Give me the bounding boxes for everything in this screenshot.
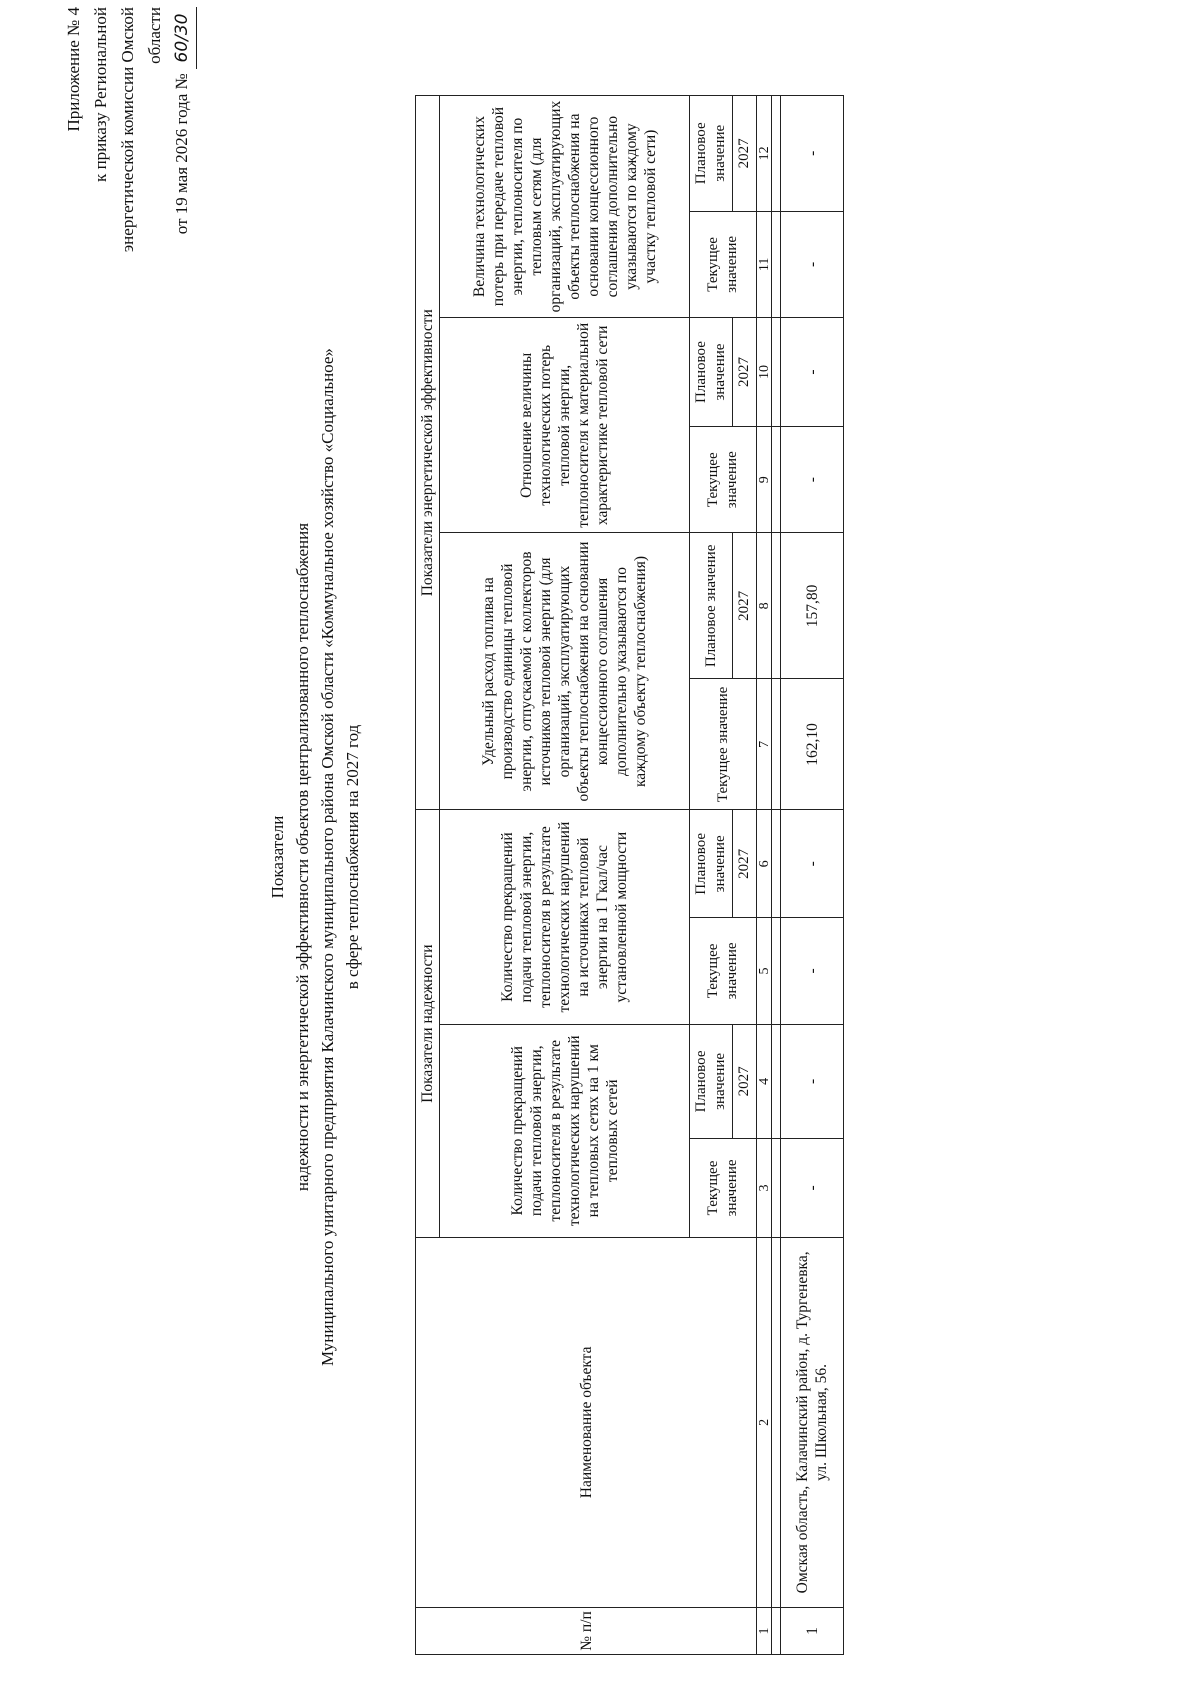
indicator-fuel-consumption: Удельный расход топлива на производство единицы тепловой энергии, отпускаемой с коллекторов источников тепловой энергии (для организаций, эксплуатирующих объекты теплоснабжения на основании концессионного соглашения дополнительно указываются по каждому объекту теплоснабжения) [440, 533, 690, 810]
column-number: 5 [757, 918, 772, 1025]
indicators-table [415, 95, 844, 1655]
column-number: 9 [757, 426, 772, 533]
current-value-header: Текущее значение [690, 679, 757, 810]
value-cell: - [781, 1024, 844, 1138]
value-cell: 162,10 [781, 679, 844, 810]
column-number: 11 [757, 211, 772, 318]
header-number: № п/п [416, 1607, 757, 1654]
column-number: 4 [757, 1024, 772, 1138]
object-name: Омская область, Калачинский район, д. Тургеневка, ул. Школьная, 56. [781, 1237, 844, 1607]
planned-year: 2027 [733, 810, 757, 918]
indicator-outages-sources: Количество прекращений подачи тепловой энергии, теплоносителя в результате технологических нарушений на источниках тепловой энергии на 1 Гкал/час установленной мощности [440, 810, 690, 1024]
spacer-row [772, 96, 781, 1655]
column-number: 6 [757, 810, 772, 918]
value-cell: - [781, 96, 844, 212]
column-number: 1 [757, 1607, 772, 1654]
planned-value-header: Плановое значение [690, 810, 733, 918]
table-row [781, 96, 844, 1655]
column-number: 10 [757, 318, 772, 427]
column-number: 8 [757, 533, 772, 679]
planned-value-header: Плановое значение [690, 1024, 733, 1138]
appendix-date: от 19 мая 2026 года № [172, 73, 191, 235]
appendix-line-4 [168, 7, 197, 267]
value-cell: - [781, 211, 844, 318]
appendix-line-1: Приложение № 4 [64, 7, 83, 132]
value-cell: - [781, 318, 844, 427]
column-number: 7 [757, 679, 772, 810]
current-value-header: Текущее значение [690, 211, 757, 318]
planned-value-header: Плановое значение [690, 96, 733, 212]
heading-line-3: Муниципального унитарного предприятия Калачинского муниципального района Омской области «Коммунальное хозяйство «Социальное» [318, 348, 337, 1366]
planned-year: 2027 [733, 1024, 757, 1138]
current-value-header: Текущее значение [690, 426, 757, 533]
value-cell: 157,80 [781, 533, 844, 679]
order-number: 60/30 [169, 7, 197, 69]
group-reliability: Показатели надежности [416, 810, 440, 1237]
indicator-loss-ratio: Отношение величины технологических потерь тепловой энергии, теплоносителя к материальной характеристике тепловой сети [440, 318, 690, 533]
current-value-header: Текущее значение [690, 1139, 757, 1238]
planned-value-header: Плановое значение [690, 533, 733, 679]
indicator-outages-networks: Количество прекращений подачи тепловой энергии, теплоносителя в результате технологических нарушений на тепловых сетях на 1 км тепловых сетей [440, 1024, 690, 1237]
column-number-row [757, 96, 772, 1655]
planned-year: 2027 [733, 533, 757, 679]
row-number: 1 [781, 1607, 844, 1654]
value-cell: - [781, 426, 844, 533]
column-number: 12 [757, 96, 772, 212]
appendix-note [60, 7, 197, 267]
planned-year: 2027 [733, 96, 757, 212]
value-cell: - [781, 1139, 844, 1238]
indicator-transmission-losses: Величина технологических потерь при передаче тепловой энергии, теплоносителя по тепловым сетям (для организаций, эксплуатирующих объекты теплоснабжения на основании концессионного соглашения дополнительно указываются по каждому участку тепловой сети) [440, 96, 690, 318]
planned-value-header: Плановое значение [690, 318, 733, 427]
value-cell: - [781, 918, 844, 1025]
header-object-name: Наименование объекта [416, 1237, 757, 1607]
value-cell: - [781, 810, 844, 918]
column-number: 3 [757, 1139, 772, 1238]
heading-line-4: в сфере теплоснабжения на 2027 год [343, 724, 362, 990]
heading-line-2: надежности и энергетической эффективности объектов централизованного теплоснабжения [293, 522, 312, 1192]
group-efficiency: Показатели энергетической эффективности [416, 96, 440, 811]
planned-year: 2027 [733, 318, 757, 427]
document-title: Показатели [268, 815, 287, 899]
document-heading [265, 157, 365, 1557]
appendix-line-2: к приказу Региональной [91, 7, 110, 182]
current-value-header: Текущее значение [690, 918, 757, 1025]
column-number: 2 [757, 1237, 772, 1607]
appendix-line-3: энергетической комиссии Омской области [118, 7, 164, 253]
